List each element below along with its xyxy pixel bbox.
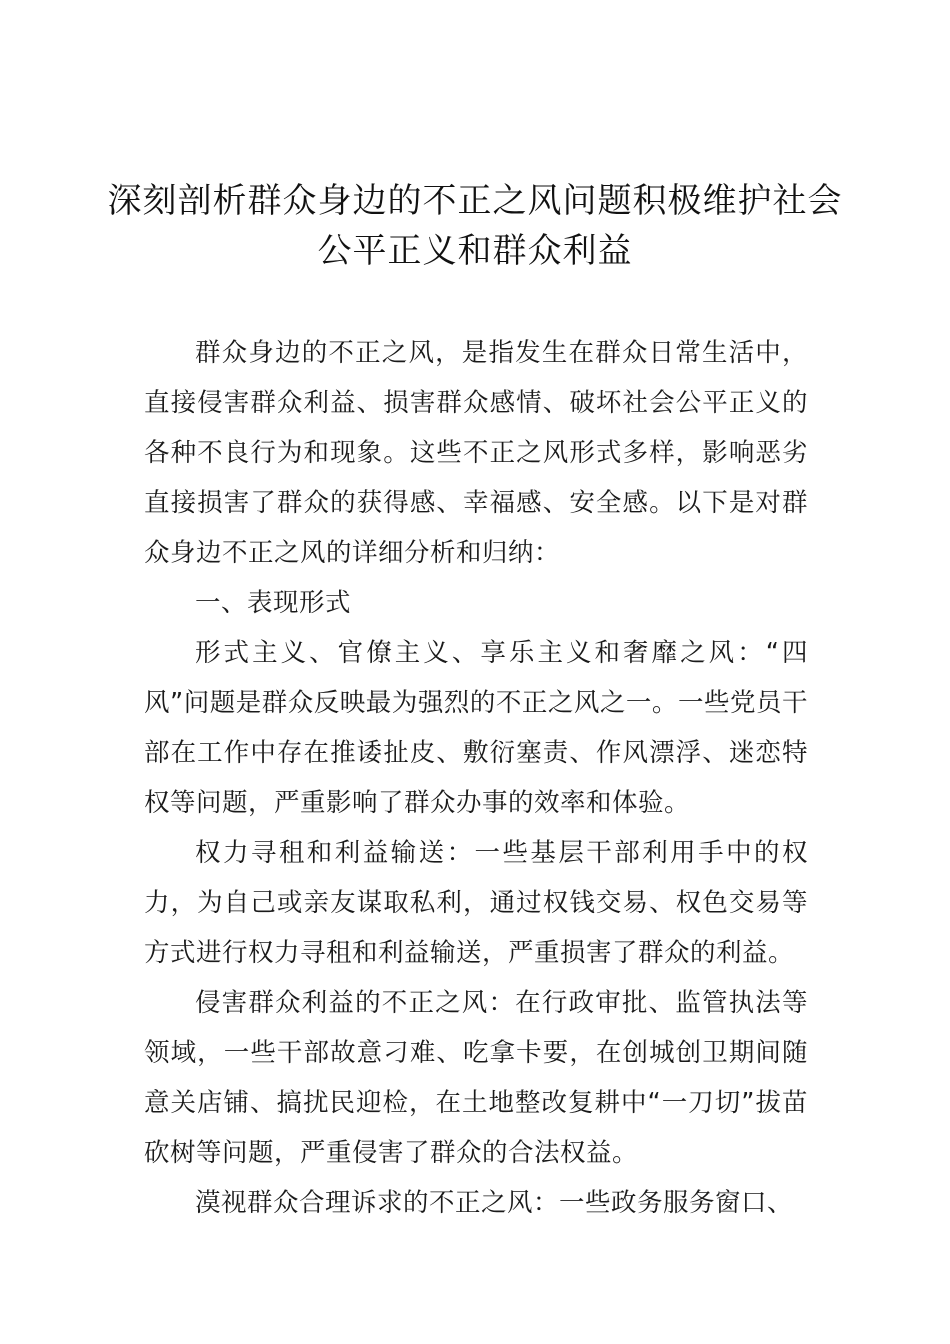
document-title: 深刻剖析群众身边的不正之风问题积极维护社会公平正义和群众利益 <box>107 181 843 271</box>
paragraph-rent-seeking: 权力寻租和利益输送：一些基层干部利用手中的权力，为自己或亲友谋取私利，通过权钱交易、权色交易等方式进行权力寻租和利益输送，严重损害了群众的利益。 <box>144 838 808 968</box>
paragraph-infringement: 侵害群众利益的不正之风：在行政审批、监管执法等领域，一些干部故意刁难、吃拿卡要，在创城创卫期间随意关店铺、搞扰民迎检，在土地整改复耕中“一刀切”拔苗砍树等问题，严重侵害了群众的合法权益。 <box>144 988 808 1168</box>
paragraph-four-styles: 形式主义、官僚主义、享乐主义和奢靡之风：“四风”问题是群众反映最为强烈的不正之风之一。一些党员干部在工作中存在推诿扯皮、敷衍塞责、作风漂浮、迷恋特权等问题，严重影响了群众办事的效率和体验。 <box>144 638 808 818</box>
document-body <box>144 328 808 1228</box>
section-heading: 一、表现形式 <box>195 588 352 618</box>
paragraph-intro: 群众身边的不正之风，是指发生在群众日常生活中，直接侵害群众利益、损害群众感情、破坏社会公平正义的各种不良行为和现象。这些不正之风形式多样，影响恶劣直接损害了群众的获得感、幸福感、安全感。以下是对群众身边不正之风的详细分析和归纳： <box>144 338 808 568</box>
paragraph-neglect: 漠视群众合理诉求的不正之风：一些政务服务窗口、 <box>195 1188 794 1218</box>
